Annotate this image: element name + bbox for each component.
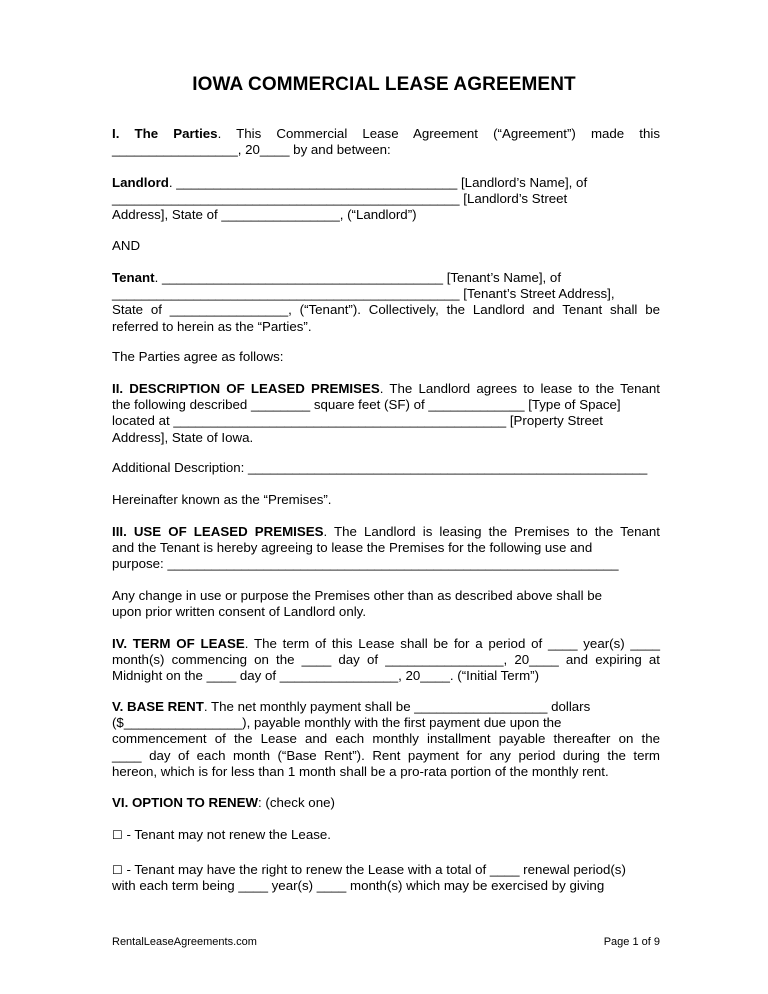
term-line-2: month(s) commencing on the ____ day of ________________, 20____ and expiring at [112, 652, 660, 668]
rent-line-3: commencement of the Lease and each monthly installment payable thereafter on the [112, 731, 660, 747]
checkbox-icon[interactable]: ☐ [112, 863, 123, 877]
description-line-4: Address], State of Iowa. [112, 429, 254, 445]
use-line-3: purpose: _____________________________________________________________ [112, 556, 619, 572]
section-parties [112, 126, 660, 158]
change-line-1: Any change in use or purpose the Premises other than as described above shall be [112, 588, 603, 603]
rent-heading: V. BASE RENT [112, 699, 204, 714]
section-tenant [112, 270, 660, 335]
rent-line-5: hereon, which is for less than 1 month shall be a pro-rata portion of the monthly rent. [112, 763, 609, 779]
renew-option-2-line-1: ☐ - Tenant may have the right to renew the Lease with a total of ____ renewal period(s) [112, 862, 626, 877]
landlord-line-3: Address], State of ________________, (“Landlord”) [112, 207, 417, 223]
description-line-1: II. DESCRIPTION OF LEASED PREMISES. The Landlord agrees to lease to the Tenant [112, 381, 660, 396]
landlord-line-2: _______________________________________________ [Landlord’s Street [112, 191, 568, 207]
landlord-label: Landlord [112, 175, 169, 190]
section-rent [112, 699, 660, 780]
rent-line-4: ____ day of each month (“Base Rent”). Rent payment for any period during the term [112, 747, 660, 763]
use-line-1: III. USE OF LEASED PREMISES. The Landlord is leasing the Premises to the Tenant [112, 524, 660, 539]
rent-line-1: V. BASE RENT. The net monthly payment shall be __________________ dollars [112, 699, 591, 714]
tenant-line-3: State of ________________, (“Tenant”). Collectively, the Landlord and Tenant shall be [112, 302, 660, 318]
footer-site: RentalLeaseAgreements.com [112, 936, 257, 948]
renew-heading: VI. OPTION TO RENEW [112, 795, 259, 810]
parties-heading: I. The Parties [112, 126, 218, 141]
use-heading: III. USE OF LEASED PREMISES [112, 524, 324, 539]
rent-line-2: ($________________), payable monthly with the first payment due upon the [112, 715, 562, 731]
section-landlord [112, 175, 660, 224]
parties-line-2: _________________, 20____ by and between: [112, 142, 391, 158]
checkbox-icon[interactable]: ☐ [112, 828, 123, 842]
and-text: AND [112, 238, 141, 253]
section-term [112, 636, 660, 685]
parties-line-1: I. The Parties. This Commercial Lease Agreement (“Agreement”) made this [112, 126, 660, 141]
renew-option-2 [112, 862, 660, 894]
term-line-3: Midnight on the ____ day of ________________, 20____. (“Initial Term”) [112, 668, 540, 684]
landlord-line-1: Landlord. ______________________________________ [Landlord’s Name], of [112, 175, 588, 190]
additional-description: Additional Description: ______________________________________________________ [112, 460, 648, 475]
section-description [112, 381, 660, 446]
section-use [112, 524, 660, 573]
tenant-line-2: _______________________________________________ [Tenant’s Street Address], [112, 286, 615, 302]
term-line-1: IV. TERM OF LEASE. The term of this Lease shall be for a period of ____ year(s) ____ [112, 636, 660, 651]
agree-text: The Parties agree as follows: [112, 349, 284, 364]
renew-option-2-line-2: with each term being ____ year(s) ____ month(s) which may be exercised by giving [112, 878, 605, 894]
renew-heading-line: VI. OPTION TO RENEW: (check one) [112, 795, 335, 810]
renew-option-1: ☐ - Tenant may not renew the Lease. [112, 827, 331, 842]
document-title: IOWA COMMERCIAL LEASE AGREEMENT [192, 74, 576, 95]
tenant-line-4: referred to herein as the “Parties”. [112, 318, 312, 334]
footer-page-number: Page 1 of 9 [603, 936, 660, 948]
description-heading: II. DESCRIPTION OF LEASED PREMISES [112, 381, 380, 396]
change-line-2: upon prior written consent of Landlord only. [112, 604, 367, 620]
description-line-3: located at _____________________________________________ [Property Street [112, 413, 603, 429]
section-change [112, 588, 660, 620]
description-line-2: the following described ________ square feet (SF) of _____________ [Type of Space] [112, 397, 621, 413]
premises-text: Hereinafter known as the “Premises”. [112, 492, 332, 507]
term-heading: IV. TERM OF LEASE [112, 636, 245, 651]
use-line-2: and the Tenant is hereby agreeing to lease the Premises for the following use and [112, 540, 593, 556]
tenant-label: Tenant [112, 270, 155, 285]
tenant-line-1: Tenant. ______________________________________ [Tenant’s Name], of [112, 270, 562, 285]
